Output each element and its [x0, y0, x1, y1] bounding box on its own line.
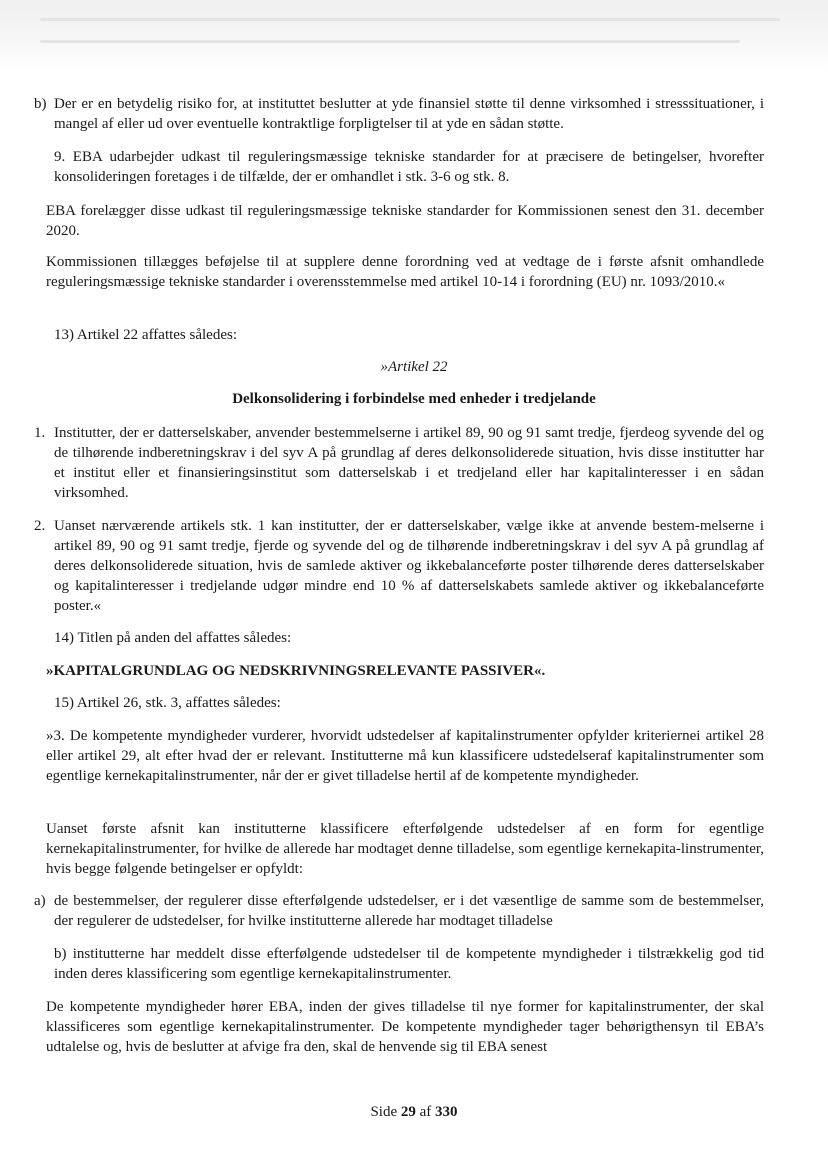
paragraph-text: de bestemmelser, der regulerer disse efterfølgende udstedelser, er i det væsentlige de samme som de bestemmelser, der regulerer de udstedelser, for hvilke institutterne allerede har modtaget tilladelse: [54, 893, 764, 929]
footer-page-total: 330: [435, 1104, 458, 1120]
list-item-b-notified: b) institutterne har meddelt disse efterfølgende udstedelser til de kompetente myndigheder i tilstrækkelig god tid inden deres klassificering som egentlige kernekapitalinstrumenter.: [54, 946, 764, 982]
paragraph-commission: Kommissionen tillægges beføjelse til at supplere denne forordning ved at vedtage de i første afsnit omhandlede reguleringsmæssige tekniske standarder i overensstemmelse med artikel 10-14 i forordning (EU) nr. 1093/2010.«: [46, 254, 764, 290]
list-label: 2.: [34, 518, 46, 534]
page-footer: [0, 1104, 828, 1121]
paragraph-text: Institutter, der er datterselskaber, anvender bestemmelserne i artikel 89, 90 og 91 samt tredje, fjerdeog syvende del og de tilhørende indberetningskrav i del syv A på grundlag af deres delkonsoliderede situation, hvis disse institutter har et institut eller et finansieringsinstitut som datterselskab i et tredjeland eller har kapitalinteresser i en sådan virksomhed.: [54, 425, 764, 501]
paragraph-eba-consult: De kompetente myndigheder hører EBA, inden der gives tilladelse til nye former for kapitalinstrumenter, der skal klassificeres som egentlige kernekapitalinstrumenter. De kompetente myndigheder tager behørigthensyn til EBA’s udtalelse og, hvis de beslutter at afvige fra den, skal de henvende sig til EBA senest: [46, 999, 764, 1055]
paragraph-text: Uanset nærværende artikels stk. 1 kan institutter, der er datterselskaber, vælge ikke at anvende bestem-melserne i artikel 89, 90 og 91 samt tredje, fjerde og syvende del og de tilhørende indberetningskrav i del syv A på grundlag af deres delkonsoliderede situation, hvis de samlede aktiver og ikkebalanceførte poster tilhørende deres datterselskaber og kapitalinteresser i tredjelande udgør mindre end 10 % af datterselskabets samlede aktiver og ikkebalanceførte poster.«: [54, 518, 764, 614]
paragraph-eba-deadline: EBA forelægger disse udkast til reguleringsmæssige tekniske standarder for Kommissionen senest den 31. december 2020.: [46, 203, 764, 239]
footer-page-number: 29: [400, 1104, 416, 1120]
paragraph-3: »3. De kompetente myndigheder vurderer, hvorvidt udstedelser af kapitalinstrumenter opfylder kriteriernei artikel 28 eller artikel 29, alt efter hvad der er relevant. Institutterne må kun klassificere udstedelseraf kapitalinstrumenter som egentlige kernekapitalinstrumenter, når der er givet tilladelse hertil af de kompetente myndigheder.: [46, 728, 764, 784]
article-heading: »Artikel 22: [380, 359, 448, 375]
amendment-13: 13) Artikel 22 affattes således:: [54, 327, 238, 343]
list-label: 1.: [34, 425, 46, 441]
list-item-a: [34, 891, 764, 931]
amendment-14: 14) Titlen på anden del affattes således:: [54, 630, 292, 646]
footer-middle: af: [419, 1104, 432, 1120]
amendment-15: 15) Artikel 26, stk. 3, affattes således:: [54, 695, 281, 711]
list-item-b-risk: [34, 94, 764, 134]
paragraph-first-section: Uanset første afsnit kan institutterne klassificere efterfølgende udstedelser af en form for egentlige kernekapitalinstrumenter, for hvilke de allerede har modtaget denne tilladelse, som egentlige kernekapita-linstrumenter, hvis begge følgende betingelser er opfyldt:: [46, 821, 764, 877]
list-item-1: [34, 423, 764, 503]
part-title: »KAPITALGRUNDLAG OG NEDSKRIVNINGSRELEVANTE PASSIVER«.: [46, 663, 546, 679]
article-title: Delkonsolidering i forbindelse med enheder i tredjelande: [232, 391, 596, 407]
paragraph-9: 9. EBA udarbejder udkast til reguleringsmæssige tekniske standarder for at præcisere de betingelser, hvorefter konsolideringen foretages i de tilfælde, der er omhandlet i stk. 3-6 og stk. 8.: [54, 149, 764, 185]
footer-prefix: Side: [370, 1104, 398, 1120]
list-label: a): [34, 893, 46, 909]
list-item-2: [34, 516, 764, 616]
bleed-through-header: [0, 0, 828, 70]
paragraph-text: Der er en betydelig risiko for, at instituttet beslutter at yde finansiel støtte til denne virksomhed i stresssituationer, i mangel af eller ud over eventuelle kontraktlige forpligtelser til at yde en sådan støtte.: [54, 96, 764, 132]
list-label: b): [34, 96, 47, 112]
